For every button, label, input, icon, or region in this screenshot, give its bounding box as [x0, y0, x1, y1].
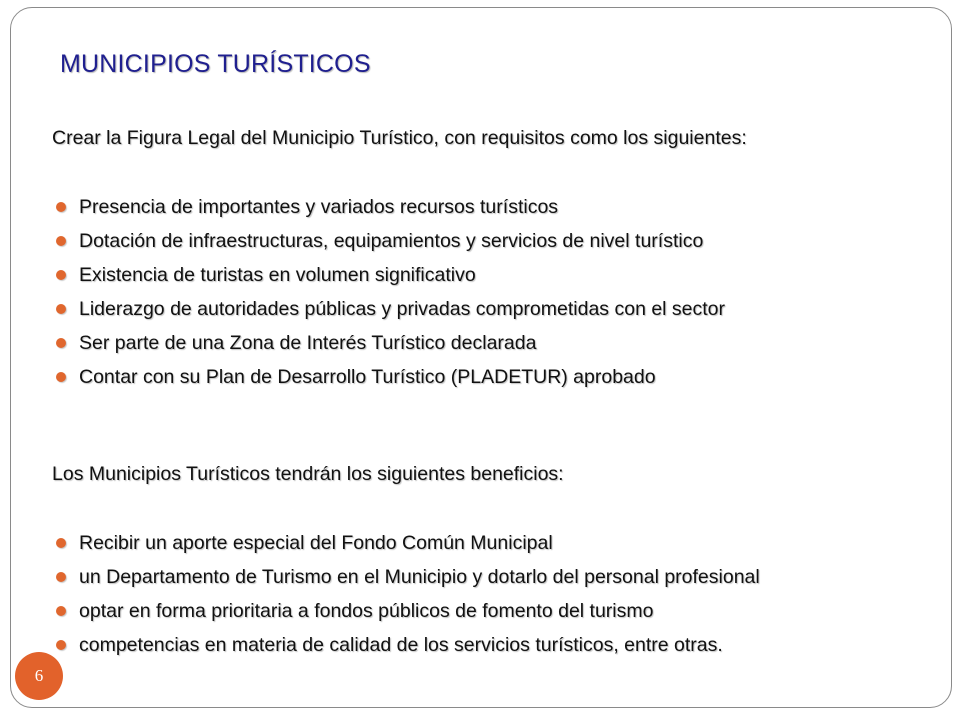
bullet-icon: [56, 372, 66, 382]
bullet-icon: [56, 538, 66, 548]
requirement-item: Dotación de infraestructuras, equipamientos y servicios de nivel turístico: [52, 224, 725, 258]
bullet-icon: [56, 338, 66, 348]
benefits-intro: Los Municipios Turísticos tendrán los siguientes beneficios:: [52, 463, 564, 485]
requirement-item: Existencia de turistas en volumen significativo: [52, 258, 725, 292]
benefit-item: Recibir un aporte especial del Fondo Común Municipal: [52, 526, 760, 560]
bullet-icon: [56, 572, 66, 582]
requirement-item: Liderazgo de autoridades públicas y privadas comprometidas con el sector: [52, 292, 725, 326]
page-number-badge: 6: [15, 652, 63, 700]
bullet-icon: [56, 304, 66, 314]
slide-title: MUNICIPIOS TURÍSTICOS: [60, 50, 371, 78]
bullet-icon: [56, 606, 66, 616]
requirement-item: Ser parte de una Zona de Interés Turístico declarada: [52, 326, 725, 360]
requirement-item: Contar con su Plan de Desarrollo Turístico (PLADETUR) aprobado: [52, 360, 725, 394]
bullet-icon: [56, 270, 66, 280]
bullet-icon: [56, 202, 66, 212]
requirements-intro: Crear la Figura Legal del Municipio Turístico, con requisitos como los siguientes:: [52, 127, 747, 149]
bullet-icon: [56, 236, 66, 246]
benefit-item: un Departamento de Turismo en el Municipio y dotarlo del personal profesional: [52, 560, 760, 594]
requirements-list: [52, 190, 725, 394]
benefit-item: optar en forma prioritaria a fondos públicos de fomento del turismo: [52, 594, 760, 628]
benefits-list: [52, 526, 760, 662]
benefit-item: competencias en materia de calidad de los servicios turísticos, entre otras.: [52, 628, 760, 662]
bullet-icon: [56, 640, 66, 650]
requirement-item: Presencia de importantes y variados recursos turísticos: [52, 190, 725, 224]
